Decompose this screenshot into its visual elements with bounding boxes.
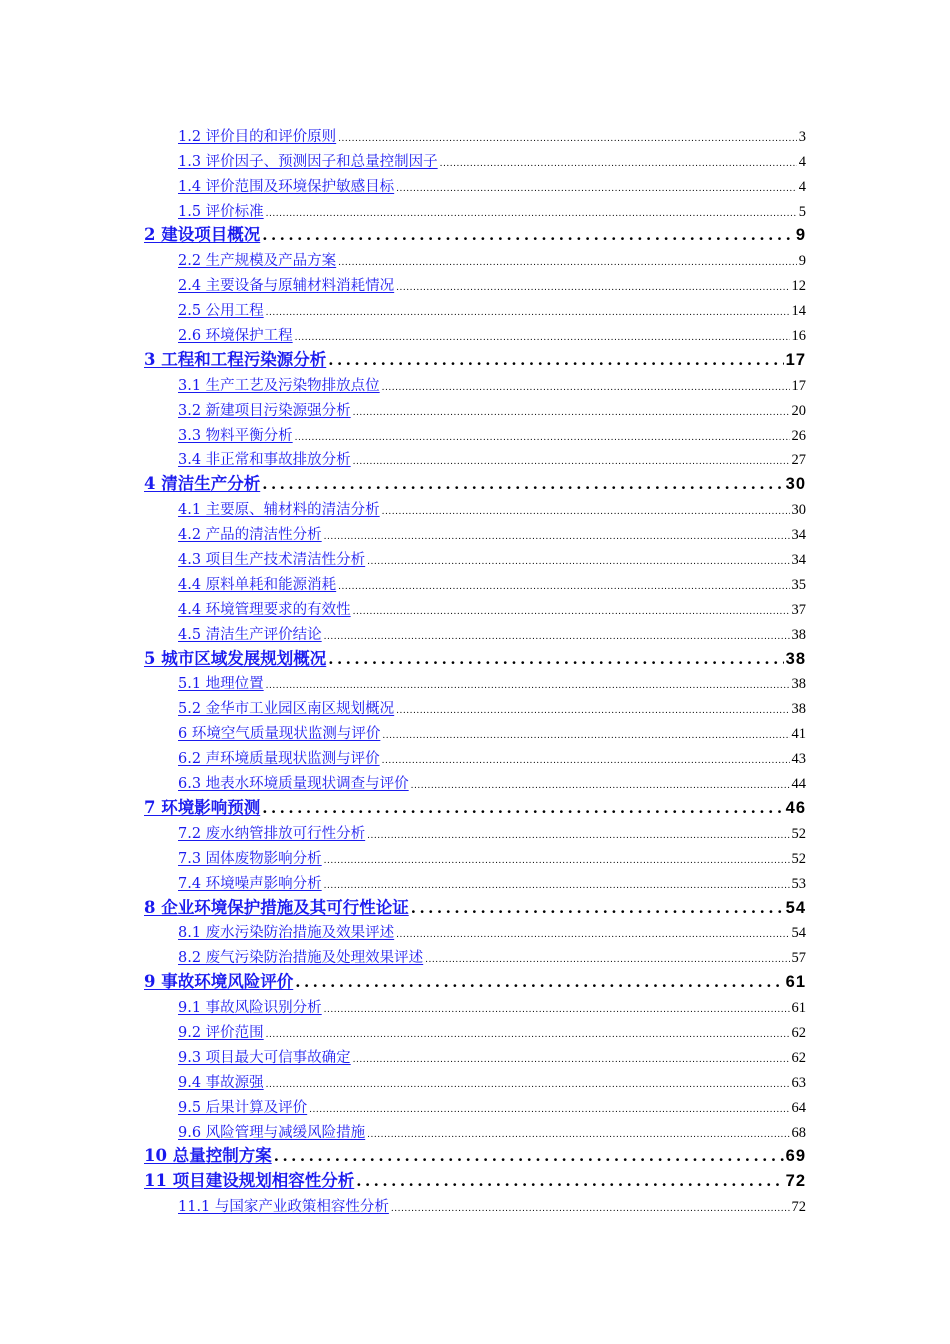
toc-page-number: 62 (791, 1049, 806, 1066)
toc-page-number: 54 (791, 925, 806, 942)
toc-dot-leader (324, 632, 790, 642)
toc-dot-leader (382, 756, 790, 766)
toc-entry-line (178, 822, 806, 846)
toc-dot-leader (396, 706, 789, 716)
toc-entry-line (178, 523, 806, 547)
toc-entry-line (178, 249, 806, 273)
toc-dot-leader (328, 650, 783, 668)
toc-section-entry[interactable] (0, 174, 950, 199)
toc-page-number: 72 (785, 1172, 806, 1191)
toc-section-entry[interactable] (0, 945, 950, 970)
toc-dot-leader (411, 899, 784, 917)
toc-page-number: 52 (791, 850, 806, 867)
toc-entry-title-link[interactable]: 2.2 生产规模及产品方案 (178, 253, 337, 270)
toc-page-number: 62 (791, 1024, 806, 1041)
toc-entry-title-link[interactable]: 3.3 物料平衡分析 (178, 427, 293, 444)
toc-entry-line (178, 573, 806, 597)
toc-chapter-entry[interactable] (0, 224, 950, 249)
toc-entry-title-link[interactable]: 9.1 事故风险识别分析 (178, 1000, 322, 1017)
toc-page-number: 53 (791, 875, 806, 892)
toc-page-number: 46 (785, 798, 806, 817)
toc-entry-line (178, 498, 806, 522)
toc-entry-line (178, 722, 806, 746)
toc-entry-title-link[interactable]: 4.3 项目生产技术清洁性分析 (178, 552, 366, 569)
toc-dot-leader (396, 930, 789, 940)
toc-page-number: 52 (791, 825, 806, 842)
toc-entry-title-link[interactable]: 2.4 主要设备与原辅材料消耗情况 (178, 278, 395, 295)
toc-entry-line (144, 1142, 806, 1169)
toc-dot-leader (262, 475, 783, 493)
toc-entry-line (178, 847, 806, 871)
toc-section-entry[interactable] (0, 273, 950, 298)
toc-dot-leader (382, 383, 790, 393)
toc-dot-leader (353, 457, 790, 467)
toc-entry-line (178, 274, 806, 298)
toc-entry-title-link[interactable]: 9.4 事故源强 (178, 1074, 264, 1091)
toc-entry-line (178, 747, 806, 771)
toc-entry-line (178, 672, 806, 696)
toc-section-entry[interactable] (0, 696, 950, 721)
toc-page-number: 30 (791, 502, 806, 519)
toc-dot-leader (382, 731, 789, 741)
toc-entry-title-link[interactable]: 1.2 评价目的和评价原则 (178, 128, 337, 145)
toc-entry-line (144, 645, 806, 672)
toc-section-entry[interactable] (0, 995, 950, 1020)
toc-entry-line (178, 1121, 806, 1145)
toc-entry-title-link[interactable]: 7 环境影响预测 (144, 797, 261, 817)
toc-section-entry[interactable] (0, 522, 950, 547)
toc-dot-leader (324, 856, 790, 866)
toc-dot-leader (356, 1172, 783, 1190)
toc-entry-line (178, 921, 806, 945)
toc-section-entry[interactable] (0, 672, 950, 697)
toc-entry-line (178, 548, 806, 572)
toc-dot-leader (338, 582, 789, 592)
toc-dot-leader (353, 408, 790, 418)
toc-page-number: 44 (791, 776, 806, 793)
toc-dot-leader (328, 351, 783, 369)
toc-dot-leader (295, 433, 790, 443)
toc-entry-title-link[interactable]: 7.4 环境噪声影响分析 (178, 875, 322, 892)
toc-entry-line (178, 374, 806, 398)
toc-section-entry[interactable] (0, 448, 950, 473)
toc-entry-title-link[interactable]: 5.2 金华市工业园区南区规划概况 (178, 701, 395, 718)
toc-section-entry[interactable] (0, 124, 950, 149)
toc-dot-leader (324, 1005, 790, 1015)
toc-section-entry[interactable] (0, 921, 950, 946)
toc-section-entry[interactable] (0, 572, 950, 597)
toc-entry-title-link[interactable]: 4.4 环境管理要求的有效性 (178, 601, 351, 618)
toc-chapter-entry[interactable] (0, 472, 950, 497)
toc-entry-line (178, 175, 806, 199)
toc-entry-line (178, 598, 806, 622)
toc-section-entry[interactable] (0, 298, 950, 323)
toc-chapter-entry[interactable] (0, 647, 950, 672)
toc-entry-line (178, 399, 806, 423)
toc-section-entry[interactable] (0, 846, 950, 871)
toc-page-number: 9 (795, 226, 806, 245)
toc-entry-title-link[interactable]: 3.1 生产工艺及污染物排放点位 (178, 377, 380, 394)
toc-entry-line (144, 470, 806, 497)
toc-entry-line (144, 221, 806, 248)
toc-section-entry[interactable] (0, 373, 950, 398)
toc-page-number: 38 (785, 649, 806, 668)
toc-dot-leader (309, 1105, 789, 1115)
toc-section-entry[interactable] (0, 547, 950, 572)
toc-entry-line (178, 424, 806, 448)
toc-dot-leader (411, 781, 790, 791)
toc-chapter-entry[interactable] (0, 970, 950, 995)
toc-entry-line (178, 996, 806, 1020)
toc-chapter-entry[interactable] (0, 1169, 950, 1194)
toc-page-number: 61 (791, 1000, 806, 1017)
toc-dot-leader (338, 258, 797, 268)
toc-entry-title-link[interactable]: 11 项目建设规划相容性分析 (144, 1171, 355, 1191)
toc-dot-leader (391, 1204, 790, 1214)
toc-entry-title-link[interactable]: 4.1 主要原、辅材料的清洁分析 (178, 502, 380, 519)
toc-dot-leader (266, 681, 790, 691)
toc-section-entry[interactable] (0, 597, 950, 622)
toc-dot-leader (266, 1030, 790, 1040)
toc-dot-leader (440, 159, 797, 169)
toc-page-number: 26 (791, 427, 806, 444)
toc-entry-title-link[interactable]: 8.1 废水污染防治措施及效果评述 (178, 925, 395, 942)
toc-entry-line (178, 1021, 806, 1045)
toc-entry-title-link[interactable]: 4.5 清洁生产评价结论 (178, 626, 322, 643)
toc-section-entry[interactable] (0, 871, 950, 896)
toc-section-entry[interactable] (0, 746, 950, 771)
toc-chapter-entry[interactable] (0, 796, 950, 821)
toc-page-number: 43 (791, 751, 806, 768)
toc-page-number: 16 (791, 328, 806, 345)
toc-entry-title-link[interactable]: 9.3 项目最大可信事故确定 (178, 1049, 351, 1066)
toc-page-number: 35 (791, 576, 806, 593)
toc-entry-title-link[interactable]: 3.4 非正常和事故排放分析 (178, 452, 351, 469)
toc-entry-line (178, 1046, 806, 1070)
toc-entry-line (178, 1195, 806, 1219)
toc-entry-line (178, 448, 806, 472)
toc-section-entry[interactable] (0, 423, 950, 448)
toc-page-number: 4 (798, 153, 806, 170)
toc-entry-line (178, 1071, 806, 1095)
toc-entry-title-link[interactable]: 1.5 评价标准 (178, 203, 264, 220)
toc-entry-title-link[interactable]: 8 企业环境保护措施及其可行性论证 (144, 897, 409, 917)
toc-dot-leader (266, 1080, 790, 1090)
toc-page-number: 3 (798, 128, 806, 145)
toc-entry-line (144, 1167, 806, 1194)
toc-entry-line (144, 346, 806, 373)
toc-entry-line (144, 894, 806, 921)
toc-chapter-entry[interactable] (0, 348, 950, 373)
toc-entry-title-link[interactable]: 2.5 公用工程 (178, 303, 264, 320)
toc-entry-title-link[interactable]: 10 总量控制方案 (144, 1146, 272, 1166)
toc-entry-title-link[interactable]: 6.2 声环境质量现状监测与评价 (178, 751, 380, 768)
toc-dot-leader (262, 226, 794, 244)
toc-entry-line (144, 968, 806, 995)
toc-entry-title-link[interactable]: 9.6 风险管理与减缓风险措施 (178, 1124, 366, 1141)
toc-page-number: 38 (791, 701, 806, 718)
toc-page-number: 9 (798, 253, 806, 270)
toc-entry-title-link[interactable]: 4.4 原料单耗和能源消耗 (178, 576, 337, 593)
toc-page-number: 69 (785, 1147, 806, 1166)
toc-page-number: 17 (785, 350, 806, 369)
toc-entry-title-link[interactable]: 6 环境空气质量现状监测与评价 (178, 726, 381, 743)
toc-entry-line (178, 697, 806, 721)
toc-section-entry[interactable] (0, 721, 950, 746)
toc-entry-line (178, 150, 806, 174)
toc-dot-leader (396, 283, 789, 293)
toc-entry-line (178, 946, 806, 970)
toc-section-entry[interactable] (0, 497, 950, 522)
toc-section-entry[interactable] (0, 622, 950, 647)
toc-entry-title-link[interactable]: 5.1 地理位置 (178, 676, 264, 693)
toc-page-number: 68 (791, 1124, 806, 1141)
toc-entry-title-link[interactable]: 11.1 与国家产业政策相容性分析 (178, 1199, 389, 1216)
toc-chapter-entry[interactable] (0, 1145, 950, 1170)
toc-page-number: 57 (791, 950, 806, 967)
toc-entry-line (144, 794, 806, 821)
toc-section-entry[interactable] (0, 821, 950, 846)
toc-entry-title-link[interactable]: 3.2 新建项目污染源强分析 (178, 402, 351, 419)
toc-dot-leader (367, 831, 789, 841)
toc-dot-leader (396, 184, 797, 194)
toc-section-entry[interactable] (0, 323, 950, 348)
toc-entry-title-link[interactable]: 3 工程和工程污染源分析 (144, 349, 327, 369)
toc-chapter-entry[interactable] (0, 896, 950, 921)
toc-dot-leader (295, 333, 790, 343)
toc-page-number: 61 (785, 973, 806, 992)
toc-section-entry[interactable] (0, 1194, 950, 1219)
toc-page-number: 54 (785, 898, 806, 917)
toc-section-entry[interactable] (0, 398, 950, 423)
toc-page-number: 14 (791, 303, 806, 320)
toc-section-entry[interactable] (0, 1020, 950, 1045)
toc-entry-line (178, 324, 806, 348)
toc-section-entry[interactable] (0, 199, 950, 224)
toc-dot-leader (324, 881, 790, 891)
toc-page-number: 37 (791, 601, 806, 618)
toc-entry-line (178, 1096, 806, 1120)
toc-dot-leader (353, 1055, 790, 1065)
toc-dot-leader (274, 1147, 784, 1165)
toc-dot-leader (353, 607, 790, 617)
toc-page-number: 12 (791, 278, 806, 295)
toc-entry-title-link[interactable]: 2 建设项目概况 (144, 225, 261, 245)
toc-page-number: 5 (798, 203, 806, 220)
toc-entry-title-link[interactable]: 4 清洁生产分析 (144, 474, 261, 494)
toc-dot-leader (382, 507, 790, 517)
toc-page-number: 38 (791, 626, 806, 643)
toc-dot-leader (295, 973, 783, 991)
toc-entry-title-link[interactable]: 7.3 固体废物影响分析 (178, 850, 322, 867)
toc-entry-title-link[interactable]: 1.3 评价因子、预测因子和总量控制因子 (178, 153, 438, 170)
toc-section-entry[interactable] (0, 1045, 950, 1070)
toc-entry-line (178, 623, 806, 647)
toc-dot-leader (324, 532, 790, 542)
toc-entry-title-link[interactable]: 9 事故环境风险评价 (144, 972, 294, 992)
toc-dot-leader (266, 308, 790, 318)
toc-section-entry[interactable] (0, 248, 950, 273)
toc-page-number: 34 (791, 552, 806, 569)
toc-dot-leader (262, 799, 783, 817)
toc-entry-title-link[interactable]: 9.5 后果计算及评价 (178, 1099, 308, 1116)
toc-entry-line (178, 125, 806, 149)
toc-entry-title-link[interactable]: 8.2 废气污染防治措施及处理效果评述 (178, 950, 424, 967)
toc-entry-title-link[interactable]: 1.4 评价范围及环境保护敏感目标 (178, 178, 395, 195)
toc-entry-title-link[interactable]: 6.3 地表水环境质量现状调查与评价 (178, 776, 409, 793)
toc-section-entry[interactable] (0, 1070, 950, 1095)
toc-page-number: 38 (791, 676, 806, 693)
toc-section-entry[interactable] (0, 1095, 950, 1120)
toc-page-number: 34 (791, 527, 806, 544)
toc-page-number: 20 (791, 402, 806, 419)
toc-entry-title-link[interactable]: 4.2 产品的清洁性分析 (178, 527, 322, 544)
toc-page-number: 64 (791, 1099, 806, 1116)
toc-entry-title-link[interactable]: 7.2 废水纳管排放可行性分析 (178, 825, 366, 842)
toc-entry-line (178, 200, 806, 224)
toc-page-number: 72 (791, 1199, 806, 1216)
table-of-contents (0, 124, 950, 1219)
toc-entry-line (178, 772, 806, 796)
toc-dot-leader (367, 557, 789, 567)
toc-page-number: 27 (791, 452, 806, 469)
toc-page-number: 30 (785, 475, 806, 494)
toc-page-number: 4 (798, 178, 806, 195)
toc-page-number: 63 (791, 1074, 806, 1091)
toc-page-number: 41 (791, 726, 806, 743)
toc-section-entry[interactable] (0, 1120, 950, 1145)
toc-section-entry[interactable] (0, 149, 950, 174)
toc-page-number: 17 (791, 377, 806, 394)
toc-dot-leader (367, 1130, 789, 1140)
toc-dot-leader (425, 955, 789, 965)
toc-dot-leader (266, 209, 797, 219)
toc-section-entry[interactable] (0, 771, 950, 796)
toc-entry-line (178, 872, 806, 896)
toc-dot-leader (338, 134, 797, 144)
toc-entry-title-link[interactable]: 9.2 评价范围 (178, 1024, 264, 1041)
toc-entry-line (178, 299, 806, 323)
toc-entry-title-link[interactable]: 5 城市区域发展规划概况 (144, 648, 327, 668)
toc-entry-title-link[interactable]: 2.6 环境保护工程 (178, 328, 293, 345)
